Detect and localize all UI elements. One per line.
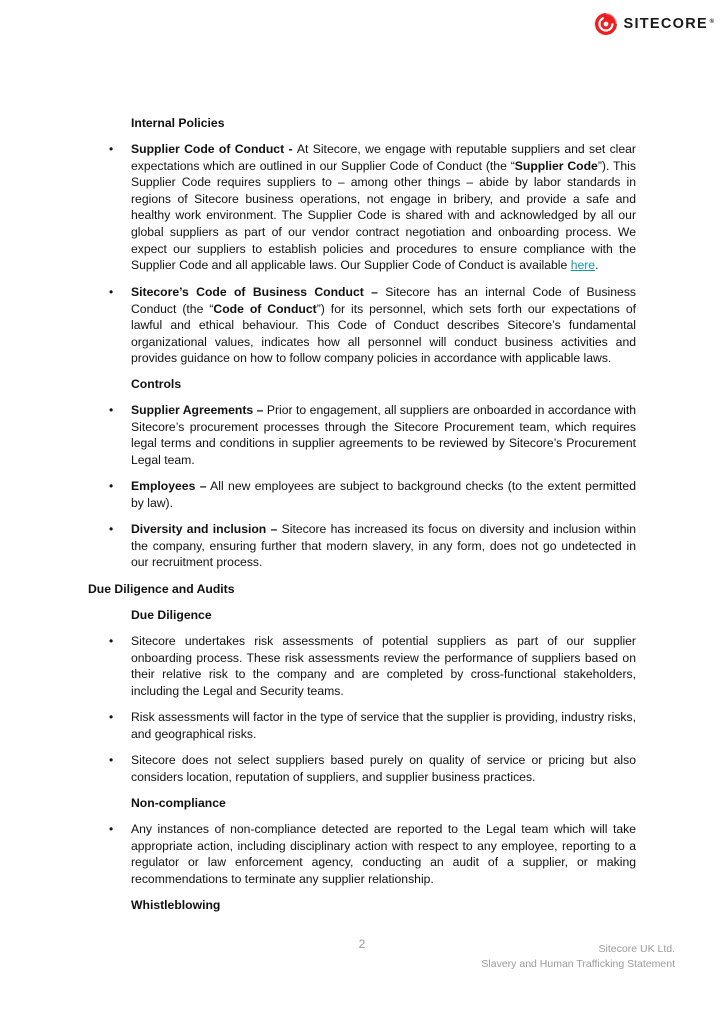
list-item-employees: Employees – All new employees are subject to background checks (to the extent permitted by law). [131, 479, 636, 510]
list-item-code-of-business-conduct: Sitecore’s Code of Business Conduct – Sitecore has an internal Code of Business Conduct (the “Code of Conduct”) for its personnel, which sets forth our expectations of lawful and ethical behaviour. This Code of Conduct describes Sitecore’s fundamental organizational values, indicates how all personnel will conduct business activities and provides guidance on how to follow company policies in accordance with applicable laws. [131, 285, 637, 366]
bullet: • [109, 634, 114, 648]
bullet: • [109, 753, 114, 767]
list-item-supplier-code: Supplier Code of Conduct - At Sitecore, we engage with reputable suppliers and set clear expectations which are outlined in our Supplier Code of Conduct (the “Supplier Code”). This Supplier Code requires suppliers to – among other things – abide by labor standards in regions of Sitecore business operations, not engage in bribery, and provide a safe and healthy work environment. The Supplier Code is shared with and acknowledged by all our global suppliers as part of our vendor contract negotiation and onboarding process. We expect our suppliers to establish policies and procedures to ensure compliance with the Supplier Code and all applicable laws. Our Supplier Code of Conduct is available here. [131, 142, 636, 273]
footer [481, 942, 675, 972]
bullet: • [109, 710, 114, 724]
sitecore-logo [594, 12, 714, 36]
supplier-code-link[interactable]: here [570, 258, 596, 273]
heading-controls: Controls [131, 377, 182, 391]
list-item-supplier-selection: Sitecore does not select suppliers based purely on quality of service or pricing but also considers location, reputation of suppliers, and supplier business practices. [131, 753, 636, 784]
footer-company: Sitecore UK Ltd. [598, 943, 675, 955]
heading-non-compliance: Non-compliance [131, 796, 226, 810]
list-item-risk-assessments: Sitecore undertakes risk assessments of potential suppliers as part of our supplier onboarding process. These risk assessments review the performance of suppliers based on their relative risk to the company and are completed by cross-functional stakeholders, including the Legal and Security teams. [131, 634, 636, 698]
bullet: • [109, 403, 114, 417]
logo-text: SITECORE ® [623, 15, 714, 32]
list-item-non-compliance: Any instances of non-compliance detected are reported to the Legal team which will take appropriate action, including disciplinary action with respect to any employee, reporting to a regulator or law enforcement agency, conducting an audit of a supplier, or making recommendations to terminate any supplier relationship. [131, 822, 636, 886]
list-item-risk-factors: Risk assessments will factor in the type of service that the supplier is providing, industry risks, and geographical risks. [131, 710, 636, 741]
heading-whistleblowing: Whistleblowing [131, 898, 221, 912]
bullet: • [109, 479, 114, 493]
sitecore-swirl-icon [594, 12, 618, 36]
page-number: 2 [358, 937, 366, 951]
heading-due-diligence-audits: Due Diligence and Audits [88, 582, 235, 596]
bullet: • [109, 285, 114, 299]
heading-due-diligence: Due Diligence [131, 608, 212, 622]
bullet: • [109, 822, 114, 836]
bullet: • [109, 522, 114, 536]
bullet: • [109, 142, 114, 156]
list-item-diversity: Diversity and inclusion – Sitecore has increased its focus on diversity and inclusion within the company, ensuring further that modern slavery, in any form, does not go undetected in our recruitment process. [131, 522, 636, 570]
footer-document-title: Slavery and Human Trafficking Statement [481, 958, 675, 970]
list-item-supplier-agreements: Supplier Agreements – Prior to engagement, all suppliers are onboarded in accordance with Sitecore’s procurement processes through the Sitecore Procurement team, which requires legal terms and conditions in supplier agreements to be reviewed by Sitecore’s Procurement Legal team. [131, 403, 636, 467]
heading-internal-policies: Internal Policies [131, 116, 225, 130]
